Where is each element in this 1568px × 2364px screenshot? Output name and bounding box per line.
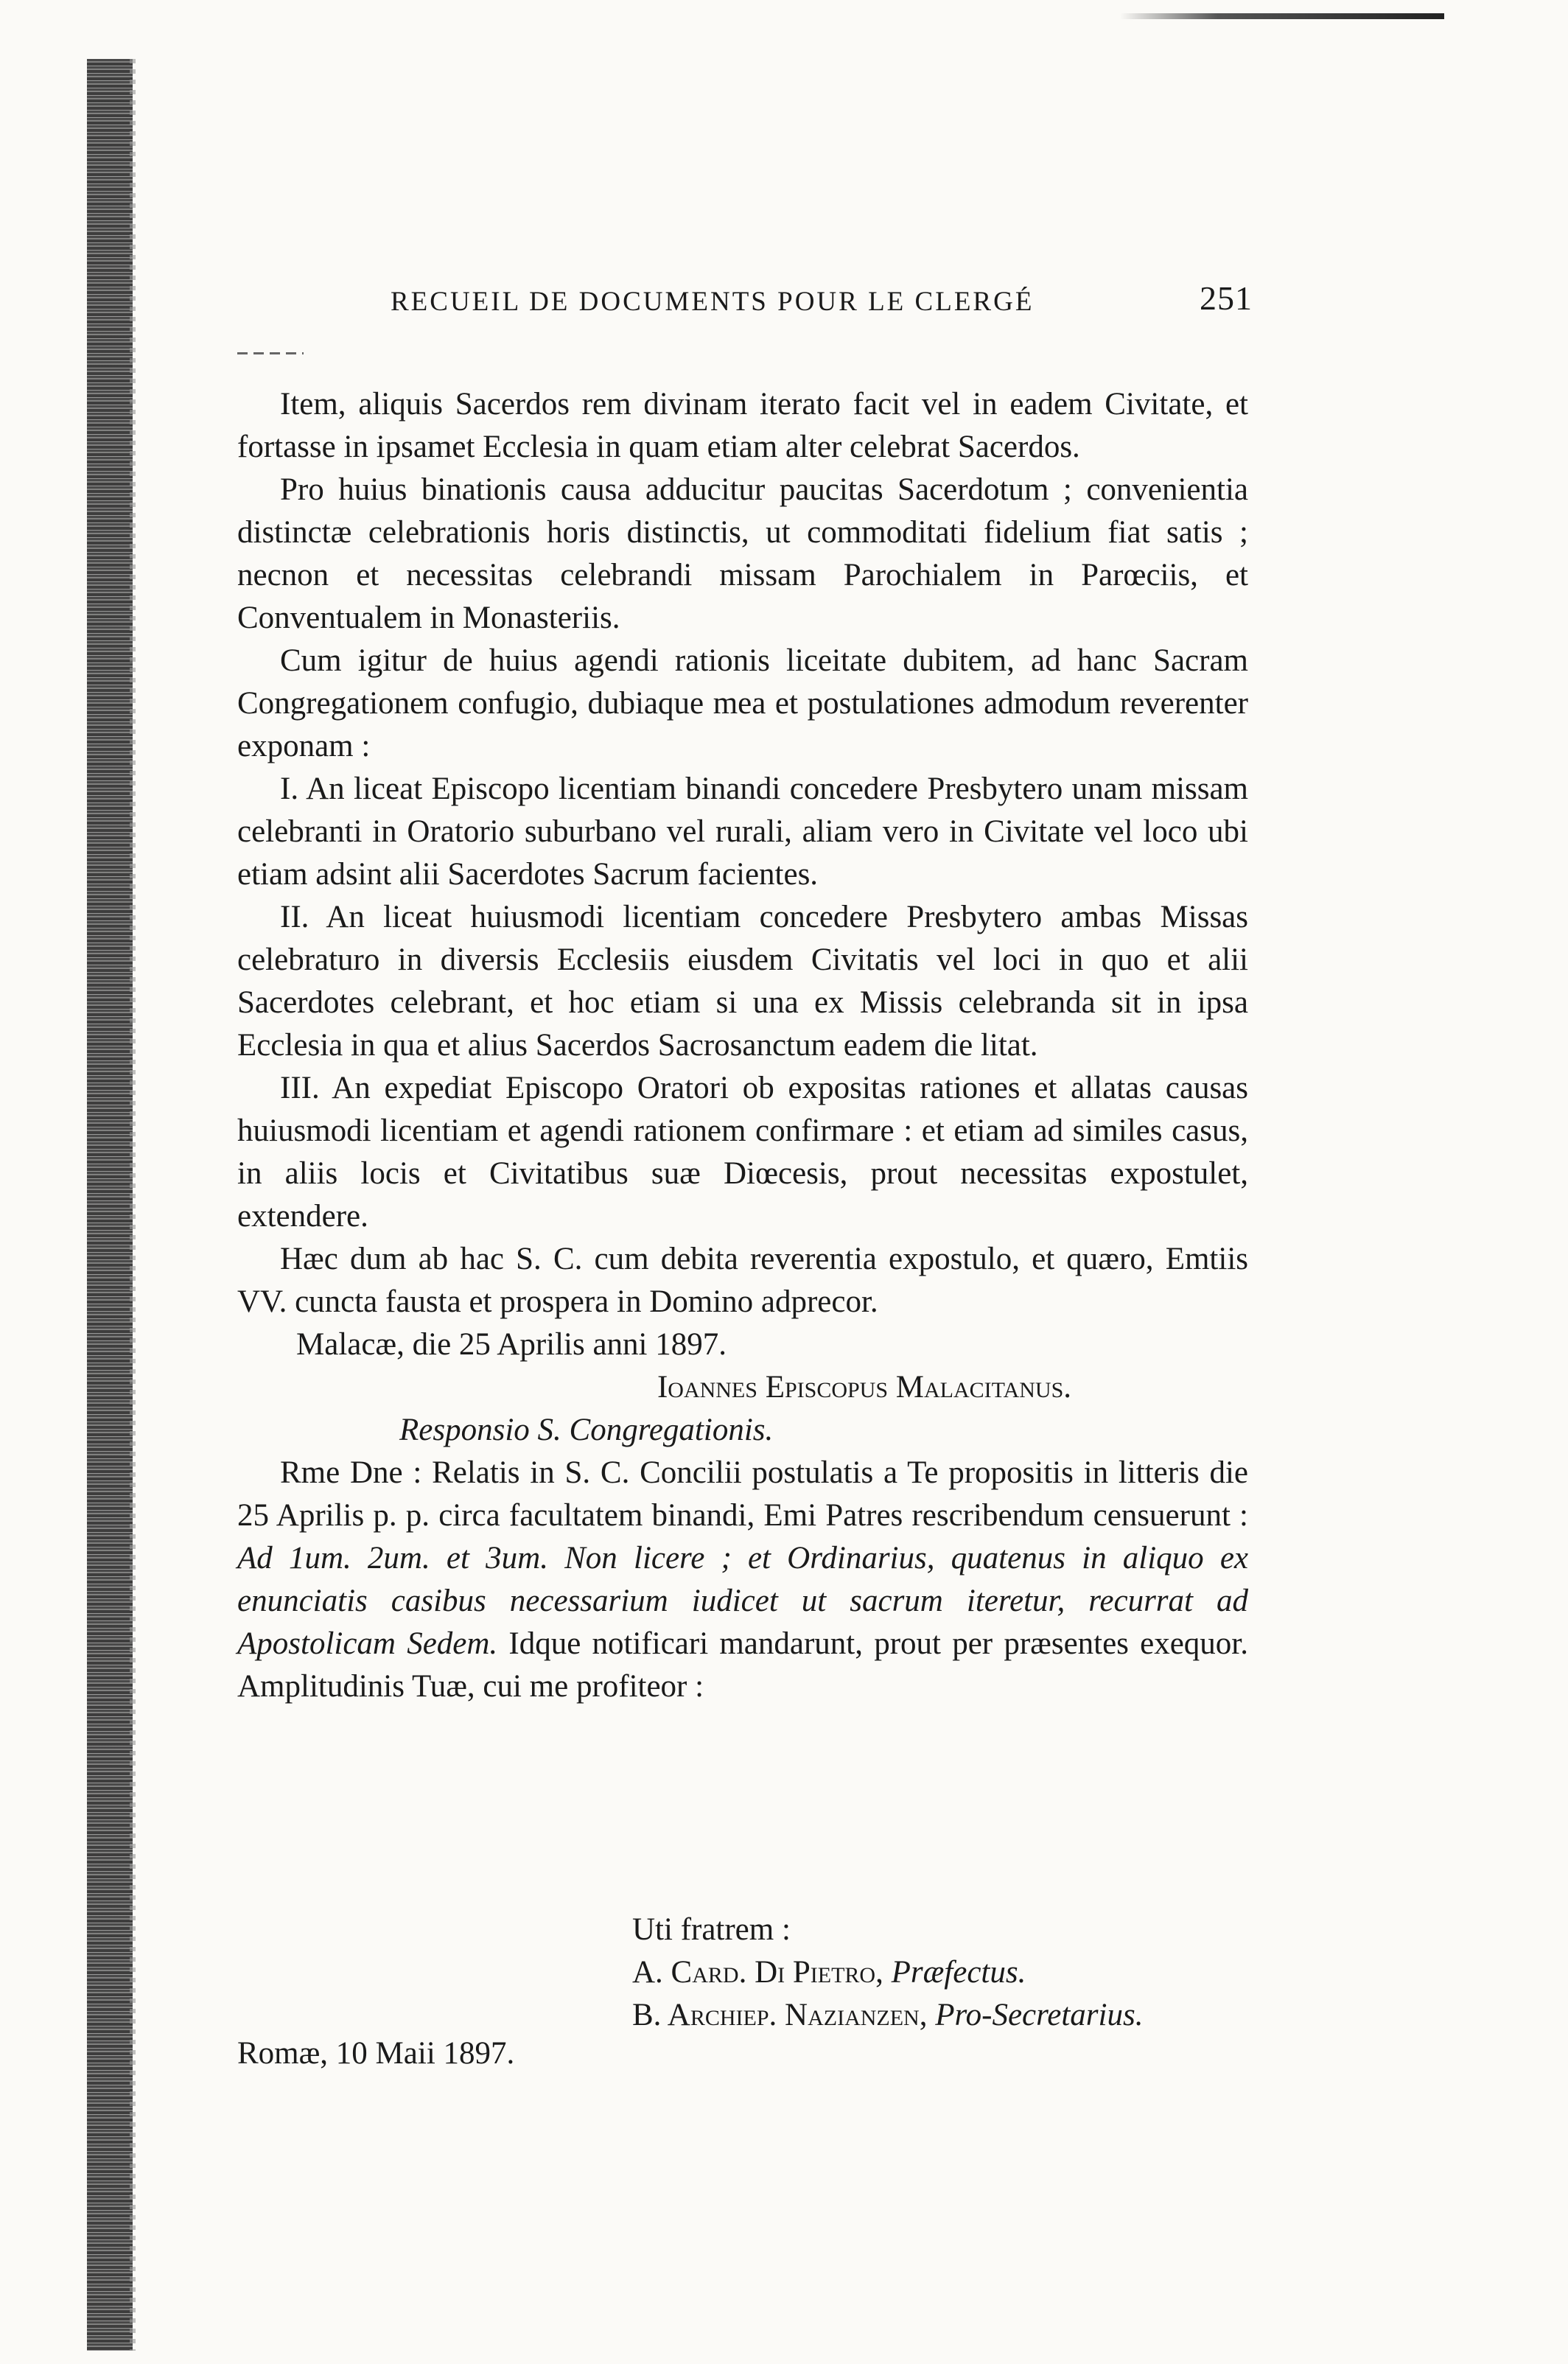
- secretary-name: B. Archiep. Nazianzen,: [632, 1998, 936, 2032]
- response-text-start: Rme Dne : Relatis in S. C. Concilii postulatis a Te propositis in litteris die 25 Aprilis p. p. circa facultatem binandi, Emi Patres rescribendum censuerunt :: [237, 1455, 1248, 1533]
- prefect-signature: [632, 1951, 1143, 1994]
- header-rule-mark: [237, 352, 304, 354]
- response-text-end: Idque notificari mandarunt, prout per præsentes exequor. Amplitudinis Tuæ, cui me profiteor :: [237, 1626, 1249, 1704]
- book-spine-edge: [130, 59, 136, 2351]
- scan-artifact-line: [1120, 13, 1444, 19]
- dubium-1: I. An liceat Episcopo licentiam binandi concedere Presbytero unam missam celebranti in Oratorio suburbano vel rurali, aliam vero in Civitate vel loco ubi etiam adsint alii Sacerdotes Sacrum facientes.: [237, 772, 1248, 892]
- paragraph-1: Item, aliquis Sacerdos rem divinam iterato facit vel in eadem Civitate, et fortasse in ipsamet Ecclesia in quam etiam alter celebrat Sacerdos.: [237, 387, 1248, 464]
- paragraph-2: Pro huius binationis causa adducitur paucitas Sacerdotum ; convenientia distinctæ celebrationis horis distinctis, ut commoditati fidelium fiat satis ; necnon et necessitas celebrandi missam Parochialem in Parœciis, et Conventualem in Monasteriis.: [237, 472, 1248, 635]
- page-header: [391, 279, 1253, 323]
- paragraph-closing-request: Hæc dum ab hac S. C. cum debita reverentia expostulo, et quæro, Emtiis VV. cuncta fausta et prospera in Domino adprecor.: [237, 1242, 1248, 1319]
- secretary-signature: [632, 1994, 1143, 2037]
- book-spine-shadow: [87, 59, 133, 2351]
- response-decision: Ad 1um. 2um. et 3um. Non licere ; et Ordinarius, quatenus in aliquo ex enunciatis casibus necessarium iudicet ut sacrum iteretur, recurrat ad Apostolicam Sedem.: [237, 1541, 1248, 1661]
- bishop-signature: Ioannes Episcopus Malacitanus.: [657, 1370, 1072, 1405]
- prefect-name: A. Card. Di Pietro,: [632, 1955, 892, 1990]
- page-number: 251: [1200, 279, 1253, 317]
- running-title: RECUEIL DE DOCUMENTS POUR LE CLERGÉ: [391, 287, 1035, 317]
- response-paragraph: [237, 1452, 1248, 1708]
- prefect-title: Præfectus.: [891, 1955, 1026, 1990]
- dubium-2: II. An liceat huiusmodi licentiam concedere Presbytero ambas Missas celebraturo in diversis Ecclesiis eiusdem Civitatis vel loci in quo et alii Sacerdotes celebrant, et hoc etiam si una ex Missis celebranda sit in ipsa Ecclesia in qua et alius Sacerdos Sacrosanctum eadem die litat.: [237, 900, 1248, 1063]
- closing-signatures: [632, 1909, 1143, 2037]
- dubium-3: III. An expediat Episcopo Oratori ob expositas rationes et allatas causas huiusmodi licentiam et agendi rationem confirmare : et etiam ad similes casus, in aliis locis et Civitatibus suæ Diœcesis, prout necessitas expostulet, extendere.: [237, 1071, 1248, 1234]
- closing-formula: Uti fratrem :: [632, 1912, 791, 1947]
- paragraph-3: Cum igitur de huius agendi rationis liceitate dubitem, ad hanc Sacram Congregationem confugio, dubiaque mea et postulationes admodum reverenter exponam :: [237, 643, 1248, 763]
- dateline: Malacæ, die 25 Aprilis anni 1897.: [296, 1327, 727, 1362]
- response-heading: Responsio S. Congregationis.: [399, 1413, 774, 1447]
- secretary-title: Pro-Secretarius.: [935, 1998, 1144, 2032]
- place-date: Romæ, 10 Maii 1897.: [237, 2036, 515, 2071]
- body-text: [237, 383, 1248, 1708]
